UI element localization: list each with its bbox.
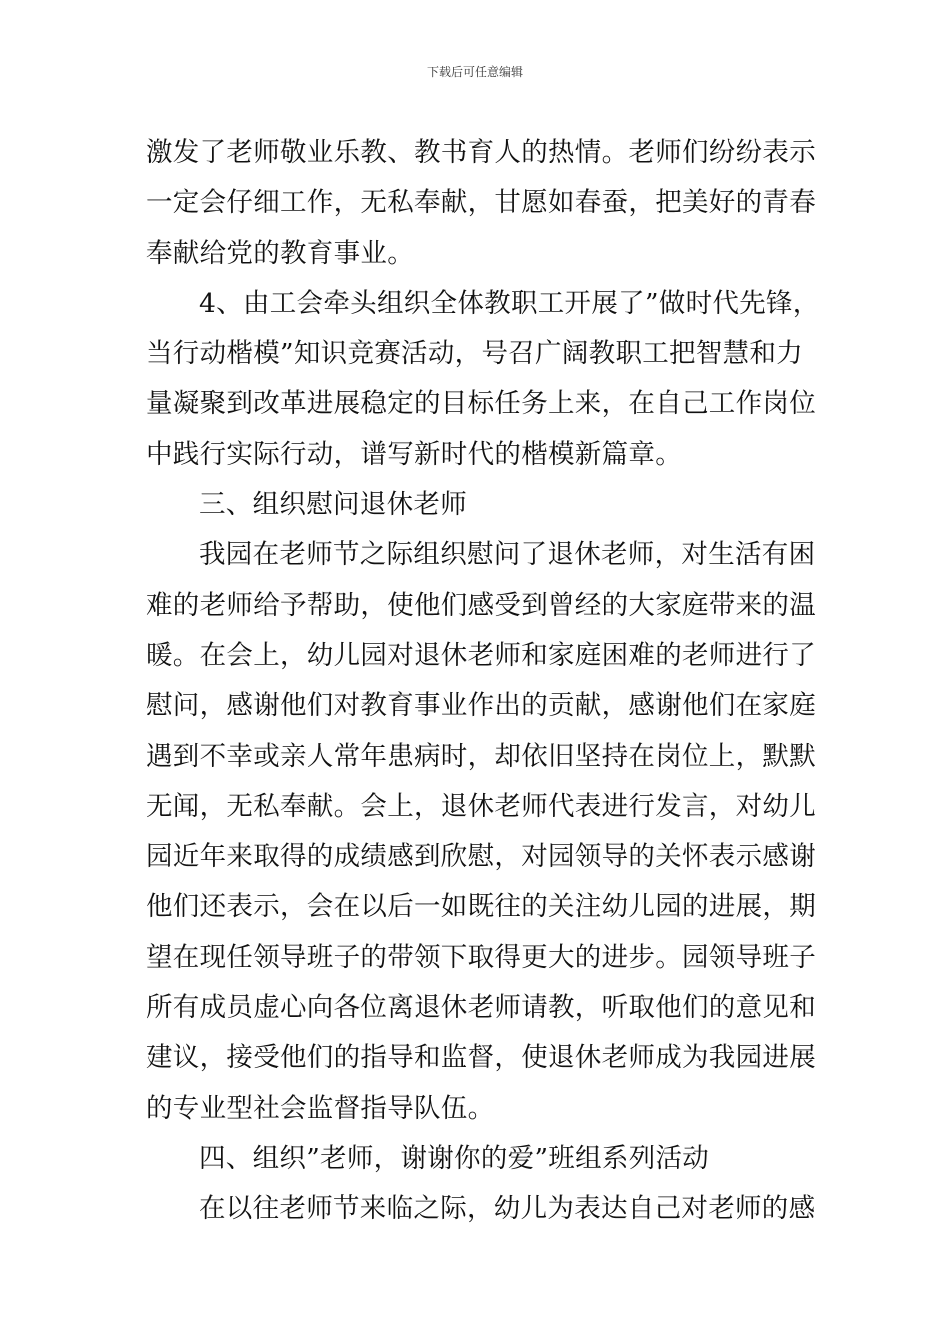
paragraph-line: 当行动楷模”知识竞赛活动，号召广阔教职工把智慧和力 (146, 338, 804, 370)
paragraph-line: 4、由工会牵头组织全体教职工开展了”做时代先锋， (199, 287, 820, 319)
paragraph-line: 暖。在会上，幼儿园对退休老师和家庭困难的老师进行了 (146, 639, 816, 671)
paragraph-line: 无闻，无私奉献。会上，退休老师代表进行发言，对幼儿 (146, 790, 816, 822)
paragraph-line: 遇到不幸或亲人常年患病时，却依旧坚持在岗位上，默默 (146, 740, 816, 772)
paragraph-line: 量凝聚到改革进展稳定的目标任务上来，在自己工作岗位 (146, 388, 816, 420)
paragraph-line: 我园在老师节之际组织慰问了退休老师，对生活有困 (199, 539, 816, 571)
paragraph-line: 所有成员虚心向各位离退休老师请教，听取他们的意见和 (146, 992, 816, 1024)
paragraph-line: 激发了老师敬业乐教、教书育人的热情。老师们纷纷表示 (146, 137, 816, 168)
paragraph-line: 难的老师给予帮助，使他们感受到曾经的大家庭带来的温 (146, 589, 816, 621)
document-body (146, 128, 820, 1235)
paragraph-line: 一定会仔细工作，无私奉献，甘愿如春蚕，把美好的青春 (146, 187, 816, 219)
paragraph-line: 慰问，感谢他们对教育事业作出的贡献，感谢他们在家庭 (146, 690, 816, 722)
paragraph-line: 中践行实际行动，谱写新时代的楷模新篇章。 (146, 438, 682, 470)
paragraph-line: 他们还表示，会在以后一如既往的关注幼儿园的进展，期 (146, 891, 816, 923)
paragraph-line: 的专业型社会监督指导队伍。 (146, 1092, 495, 1124)
section-heading: 四、组织”老师，谢谢你的爱”班组系列活动 (199, 1142, 710, 1174)
paragraph-line: 奉献给党的教育事业。 (146, 237, 414, 269)
page-header: 下载后可任意编辑 (426, 65, 523, 79)
paragraph-line: 园近年来取得的成绩感到欣慰，对园领导的关怀表示感谢 (146, 841, 816, 873)
paragraph-line: 建议，接受他们的指导和监督，使退休老师成为我园进展 (146, 1042, 816, 1074)
paragraph-line: 在以往老师节来临之际，幼儿为表达自己对老师的感 (199, 1193, 816, 1225)
section-heading: 三、组织慰问退休老师 (199, 489, 467, 521)
paragraph-line: 望在现任领导班子的带领下取得更大的进步。园领导班子 (146, 941, 816, 973)
